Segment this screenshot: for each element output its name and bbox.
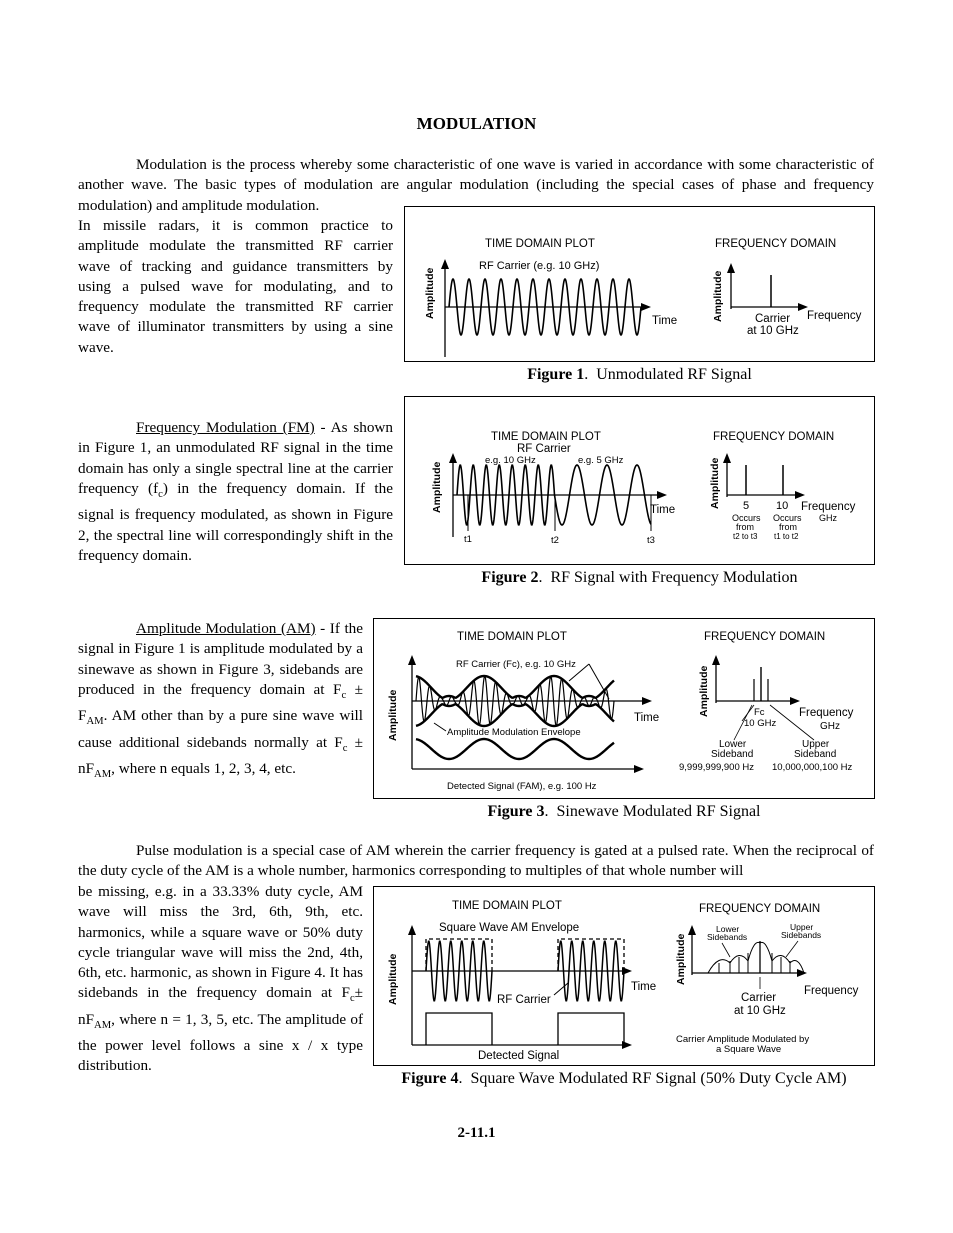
- fig4-upper-pointer: [786, 941, 798, 957]
- am-heading: Amplitude Modulation (AM): [136, 620, 316, 637]
- fig1-frequency-domain-label: FREQUENCY DOMAIN: [715, 238, 837, 250]
- fig3-time-label: Time: [634, 712, 660, 724]
- fig4-square-envelope-label: Square Wave AM Envelope: [439, 922, 580, 934]
- fig4-at10-label: at 10 GHz: [734, 1005, 786, 1017]
- fig2-amplitude-label: Amplitude: [431, 461, 443, 513]
- fig3-detected-arrow: [634, 765, 644, 773]
- fig4-amplitude-label: Amplitude: [387, 953, 399, 1005]
- fig3-envelope-label: Amplitude Modulation Envelope: [447, 727, 581, 738]
- fig4-freq-y-arrow: [688, 925, 696, 935]
- figure-4-caption: Figure 4. Square Wave Modulated RF Signal (50% Duty Cycle AM): [401, 1070, 847, 1087]
- fm-text: - As shown in Figure 1, an unmodulated RF signal in the time domain has only a single spectral line at the carrier frequency (f: [78, 419, 393, 497]
- figure-1-svg: [405, 207, 876, 363]
- fig3-lower-label: Lower: [719, 739, 747, 750]
- fig1-frequency-label: Frequency: [807, 310, 862, 322]
- fig2-from-1: from: [736, 522, 754, 532]
- fig2-y-arrow: [449, 453, 457, 463]
- fig4-caption-number: Figure 4: [401, 1070, 459, 1087]
- fig3-10ghz-label: 10 GHz: [744, 718, 777, 729]
- fig3-y-arrow: [408, 655, 416, 665]
- fig4-carrier-label: Carrier: [741, 992, 777, 1004]
- fig4-frequency-label: Frequency: [804, 985, 859, 997]
- figure-1: [404, 206, 875, 362]
- fig2-occurs-1: Occurs: [732, 513, 761, 523]
- am-paragraph: [78, 619, 363, 785]
- fig1-freq-amplitude-label: Amplitude: [712, 270, 724, 322]
- fig3-carrier-pointer-2: [589, 664, 609, 699]
- fig4-detected-label: Detected Signal: [478, 1050, 560, 1062]
- fig4-note-1: Carrier Amplitude Modulated by: [676, 1034, 810, 1045]
- page-number: 2-11.1: [457, 1125, 496, 1141]
- figure-3: [373, 618, 875, 799]
- fig3-upper-sideband-label: Sideband: [794, 749, 837, 760]
- fig2-frequency-domain-label: FREQUENCY DOMAIN: [713, 431, 835, 443]
- pulse-paragraph: [78, 841, 874, 882]
- fig4-y-arrow: [408, 925, 416, 935]
- fig2-freq-amplitude-label: Amplitude: [709, 457, 721, 509]
- fig3-freq-x-arrow: [790, 697, 800, 705]
- intro-wrap-text: In missile radars, it is common practice to amplitude modulate the transmitted RF carrier wave of tracking and guidance transmitters by using a pulsed wave for modulating, and to frequency modulate the transmitted RF carrier wave of illuminator transmitters by using a sine wave.: [78, 217, 393, 356]
- fig3-freq-amplitude-label: Amplitude: [698, 665, 710, 717]
- fig3-detected-label: Detected Signal (FAM), e.g. 100 Hz: [447, 781, 597, 792]
- fig1-amplitude-label: Amplitude: [424, 267, 436, 319]
- fig2-x-arrow: [657, 491, 667, 499]
- fig4-freq-x-arrow: [797, 969, 807, 977]
- fig3-lower-envelope: [416, 704, 614, 726]
- figure-3-caption: Figure 3. Sinewave Modulated RF Signal: [487, 803, 761, 820]
- pulse-wrap-paragraph: [78, 882, 363, 1077]
- fig2-range-2: t1 to t2: [774, 532, 799, 541]
- fig3-lower-freq: 9,999,999,900 Hz: [679, 762, 755, 773]
- pulse-wrap-2: ± nF: [78, 984, 363, 1028]
- am-text-2: ± F: [78, 680, 363, 725]
- am-text-3: . AM other than by a pure sine wave will cause additional sidebands normally at F: [78, 707, 363, 751]
- fig4-upper-sidebands-label: Sidebands: [781, 930, 822, 940]
- fig1-time-domain-label: TIME DOMAIN PLOT: [485, 238, 595, 250]
- fig4-rf-carrier-label: RF Carrier: [497, 994, 551, 1006]
- am-sub-3: c: [342, 742, 348, 754]
- fig3-caption-number: Figure 3: [487, 803, 545, 820]
- fig2-t1-label: t1: [464, 534, 472, 545]
- fig3-freq-y-arrow: [712, 655, 720, 665]
- fig3-upper-freq: 10,000,000,100 Hz: [772, 762, 853, 773]
- fig2-rf-carrier-label: RF Carrier: [517, 443, 571, 455]
- fig4-lower-sidebands-label: Sidebands: [707, 932, 748, 942]
- figure-1-caption: Figure 1. Unmodulated RF Signal: [527, 366, 752, 383]
- fig4-frequency-domain-label: FREQUENCY DOMAIN: [699, 903, 821, 915]
- fig1-freq-y-arrow: [727, 263, 735, 273]
- fig1-x-arrow: [641, 303, 651, 311]
- fig1-carrier-f-label: Carrier: [755, 313, 791, 325]
- fig3-upper-label: Upper: [802, 739, 830, 750]
- fig1-time-label: Time: [652, 315, 678, 327]
- fig4-freq-amplitude-label: Amplitude: [675, 933, 687, 985]
- fig3-x-arrow: [642, 697, 652, 705]
- fm-text-2: ) in the frequency domain. If the signal is frequency modulated, as shown in Figure 2, the spectral line will correspondingly shift in the frequency domain.: [78, 479, 393, 564]
- fig1-caption-number: Figure 1: [527, 366, 585, 383]
- fig3-frequency-label: Frequency: [799, 707, 854, 719]
- fig2-caption-number: Figure 2: [481, 569, 539, 586]
- fig2-from-2: from: [779, 522, 797, 532]
- figure-2: [404, 396, 875, 565]
- fig4-time-domain-label: TIME DOMAIN PLOT: [452, 900, 562, 912]
- fig1-carrier-label: RF Carrier (e.g. 10 GHz): [479, 260, 600, 272]
- intro-text: Modulation is the process whereby some characteristic of one wave is varied in accordance with some characteristic of another wave. The basic types of modulation are angular modulation (including the special cases of phase and frequency modulation) and amplitude modulation.: [78, 156, 874, 214]
- figure-3-svg: [374, 619, 876, 800]
- pulse-wrap-1: be missing, e.g. in a 33.33% duty cycle, AM wave will miss the 3rd, 6th, 9th, etc. harmonics, while a square wave or 50% duty cycle triangular wave will miss the 2nd, 4th, 6th, etc. harmonic, as shown in Figure 4. It has sidebands in the frequency domain at F: [78, 883, 363, 1002]
- pulse-wrap-3: , where n = 1, 3, 5, etc. The amplitude of the power level follows a sine x / x type distribution.: [78, 1010, 363, 1075]
- figure-4-svg: [374, 887, 876, 1067]
- fig2-ghz-label: GHz: [819, 513, 837, 523]
- fig2-range-1: t2 to t3: [733, 532, 758, 541]
- fig4-lower-label: Lower: [716, 924, 740, 934]
- fig4-upper-label: Upper: [790, 922, 814, 932]
- fig3-caption-text: Sinewave Modulated RF Signal: [556, 803, 761, 820]
- fig2-10-label: 10: [776, 500, 789, 512]
- fm-paragraph: [78, 418, 393, 566]
- fig2-5-label: 5: [743, 500, 750, 512]
- fig1-caption-text: Unmodulated RF Signal: [596, 366, 752, 383]
- fig3-fc-label: Fc: [754, 707, 765, 718]
- figure-2-svg: [405, 397, 876, 566]
- pulse-sub-1: c: [349, 993, 355, 1005]
- fig2-time-domain-label: TIME DOMAIN PLOT: [491, 431, 601, 443]
- fig2-freq-y-arrow: [723, 453, 731, 463]
- am-text-5: , where n equals 1, 2, 3, 4, etc.: [111, 759, 296, 777]
- fig2-freq-x-arrow: [795, 491, 805, 499]
- fig2-caption-text: RF Signal with Frequency Modulation: [550, 569, 798, 586]
- am-sub-4: AM: [94, 768, 112, 780]
- am-text-4: ± nF: [78, 733, 363, 777]
- fig3-carrier-label: RF Carrier (Fc), e.g. 10 GHz: [456, 659, 576, 670]
- fig2-frequency-label: Frequency: [801, 501, 856, 513]
- fig2-e10-label: e.g. 10 GHz: [485, 455, 536, 466]
- fig1-at10-label: at 10 GHz: [747, 325, 799, 337]
- figure-2-caption: Figure 2. RF Signal with Frequency Modulation: [481, 569, 798, 586]
- figure-4: [373, 886, 875, 1066]
- fig1-y-arrow: [441, 259, 449, 269]
- fig3-frequency-domain-label: FREQUENCY DOMAIN: [704, 631, 826, 643]
- am-sub-2: AM: [86, 716, 104, 728]
- fig2-t2-label: t2: [551, 535, 559, 546]
- fig3-envelope-pointer: [434, 723, 446, 731]
- fig4-detected-signal: [426, 1013, 624, 1045]
- pulse-sub-2: AM: [94, 1019, 112, 1031]
- fig2-e5-label: e.g. 5 GHz: [578, 455, 624, 466]
- fig4-note-2: a Square Wave: [716, 1044, 782, 1055]
- fig3-ghz-label: GHz: [820, 721, 840, 732]
- fm-sub: c: [158, 488, 163, 500]
- pulse-text: Pulse modulation is a special case of AM wherein the carrier frequency is gated at a pulsed rate. When the reciprocal of the duty cycle of the AM is a whole number, harmonics corresponding to multiples of that whole number will: [78, 842, 874, 880]
- fm-heading: Frequency Modulation (FM): [136, 419, 315, 436]
- fig3-lower-sideband-label: Sideband: [711, 749, 754, 760]
- fig3-detected-wave: [416, 739, 614, 759]
- fig3-upper-envelope: [416, 676, 614, 698]
- fig4-rf-pointer: [554, 983, 568, 995]
- am-text-1: - If the signal in Figure 1 is amplitude modulated by a sinewave as shown in Figure 3, sidebands are produced in the frequency domain at F: [78, 620, 363, 698]
- fig4-lower-pointer: [722, 943, 730, 957]
- fig2-time-label: Time: [650, 504, 676, 516]
- intro-wrap-paragraph: [78, 216, 393, 358]
- fig3-amplitude-label: Amplitude: [387, 689, 399, 741]
- fig4-caption-text: Square Wave Modulated RF Signal (50% Duty Cycle AM): [470, 1070, 847, 1087]
- fig2-t3-label: t3: [647, 535, 655, 546]
- am-sub-1: c: [341, 689, 347, 701]
- fig3-time-domain-label: TIME DOMAIN PLOT: [457, 631, 567, 643]
- page-title: MODULATION: [416, 114, 537, 133]
- fig2-occurs-2: Occurs: [773, 513, 802, 523]
- fig4-time-label: Time: [631, 981, 657, 993]
